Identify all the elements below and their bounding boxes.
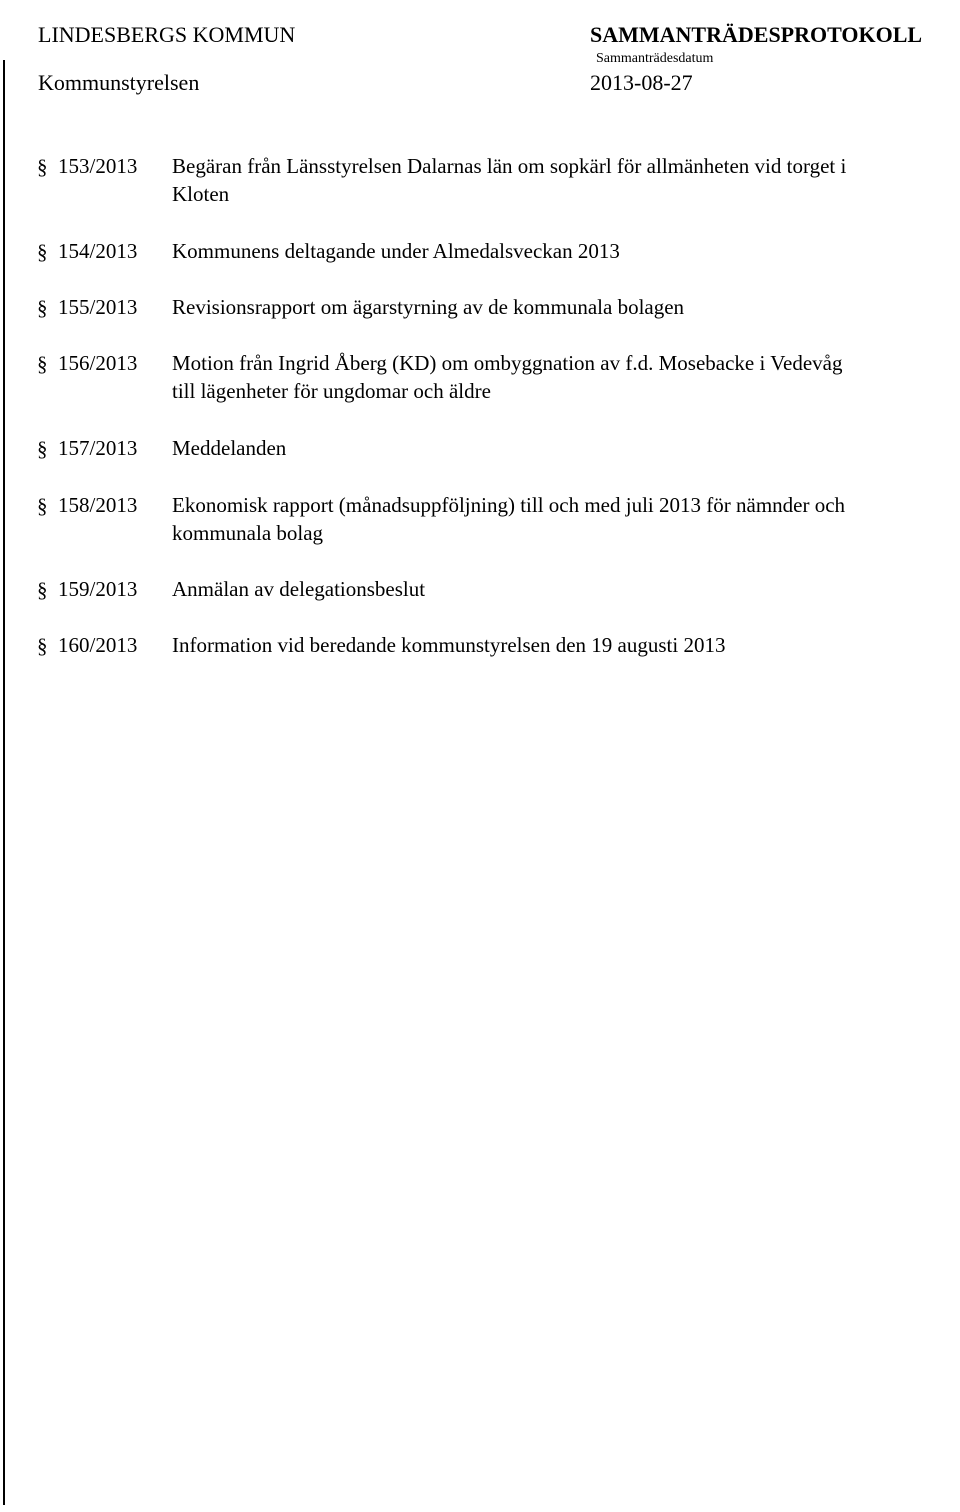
header-date: 2013-08-27 — [590, 70, 693, 95]
item-title — [172, 237, 960, 265]
item-title-line: Anmälan av delegationsbeslut — [172, 577, 426, 601]
item-number: 157/2013 — [58, 436, 138, 460]
section-symbol: § — [37, 634, 48, 658]
item-number: 154/2013 — [58, 239, 138, 263]
item-title-line: Begäran från Länsstyrelsen Dalarnas län om sopkärl för allmänheten vid torget i — [172, 154, 847, 178]
header-date-label: Sammanträdesdatum — [596, 51, 714, 66]
item-title-line: Revisionsrapport om ägarstyrning av de kommunala bolagen — [172, 295, 685, 319]
item-number: 160/2013 — [58, 633, 138, 657]
section-symbol: § — [37, 352, 48, 376]
section-symbol: § — [37, 296, 48, 320]
item-title-line: Ekonomisk rapport (månadsuppföljning) till och med juli 2013 för nämnder och — [172, 493, 846, 517]
item-title — [172, 152, 960, 208]
item-title-line: Motion från Ingrid Åberg (KD) om ombyggnation av f.d. Mosebacke i Vedevåg — [172, 351, 843, 375]
item-number: 158/2013 — [58, 493, 138, 517]
item-title-line: till lägenheter för ungdomar och äldre — [172, 379, 491, 403]
item-title — [172, 491, 960, 547]
item-title — [172, 575, 960, 603]
section-symbol: § — [37, 437, 48, 461]
item-number: 156/2013 — [58, 351, 138, 375]
item-title-line: Kloten — [172, 182, 230, 206]
section-symbol: § — [37, 578, 48, 602]
header-document-type: SAMMANTRÄDESPROTOKOLL — [590, 22, 923, 47]
item-number: 155/2013 — [58, 295, 138, 319]
item-title — [172, 293, 960, 321]
item-title-line: Meddelanden — [172, 436, 287, 460]
section-symbol: § — [37, 240, 48, 264]
section-symbol: § — [37, 155, 48, 179]
item-title — [172, 434, 960, 462]
item-title — [172, 349, 960, 405]
left-margin-rule — [3, 60, 5, 1505]
item-title-line: Kommunens deltagande under Almedalsveckan 2013 — [172, 239, 620, 263]
item-number: 159/2013 — [58, 577, 138, 601]
item-number: 153/2013 — [58, 154, 138, 178]
header-committee: Kommunstyrelsen — [38, 70, 200, 95]
item-title — [172, 631, 960, 659]
item-title-line: Information vid beredande kommunstyrelsen den 19 augusti 2013 — [172, 633, 726, 657]
section-symbol: § — [37, 494, 48, 518]
header-organization: LINDESBERGS KOMMUN — [38, 22, 296, 47]
item-title-line: kommunala bolag — [172, 521, 324, 545]
